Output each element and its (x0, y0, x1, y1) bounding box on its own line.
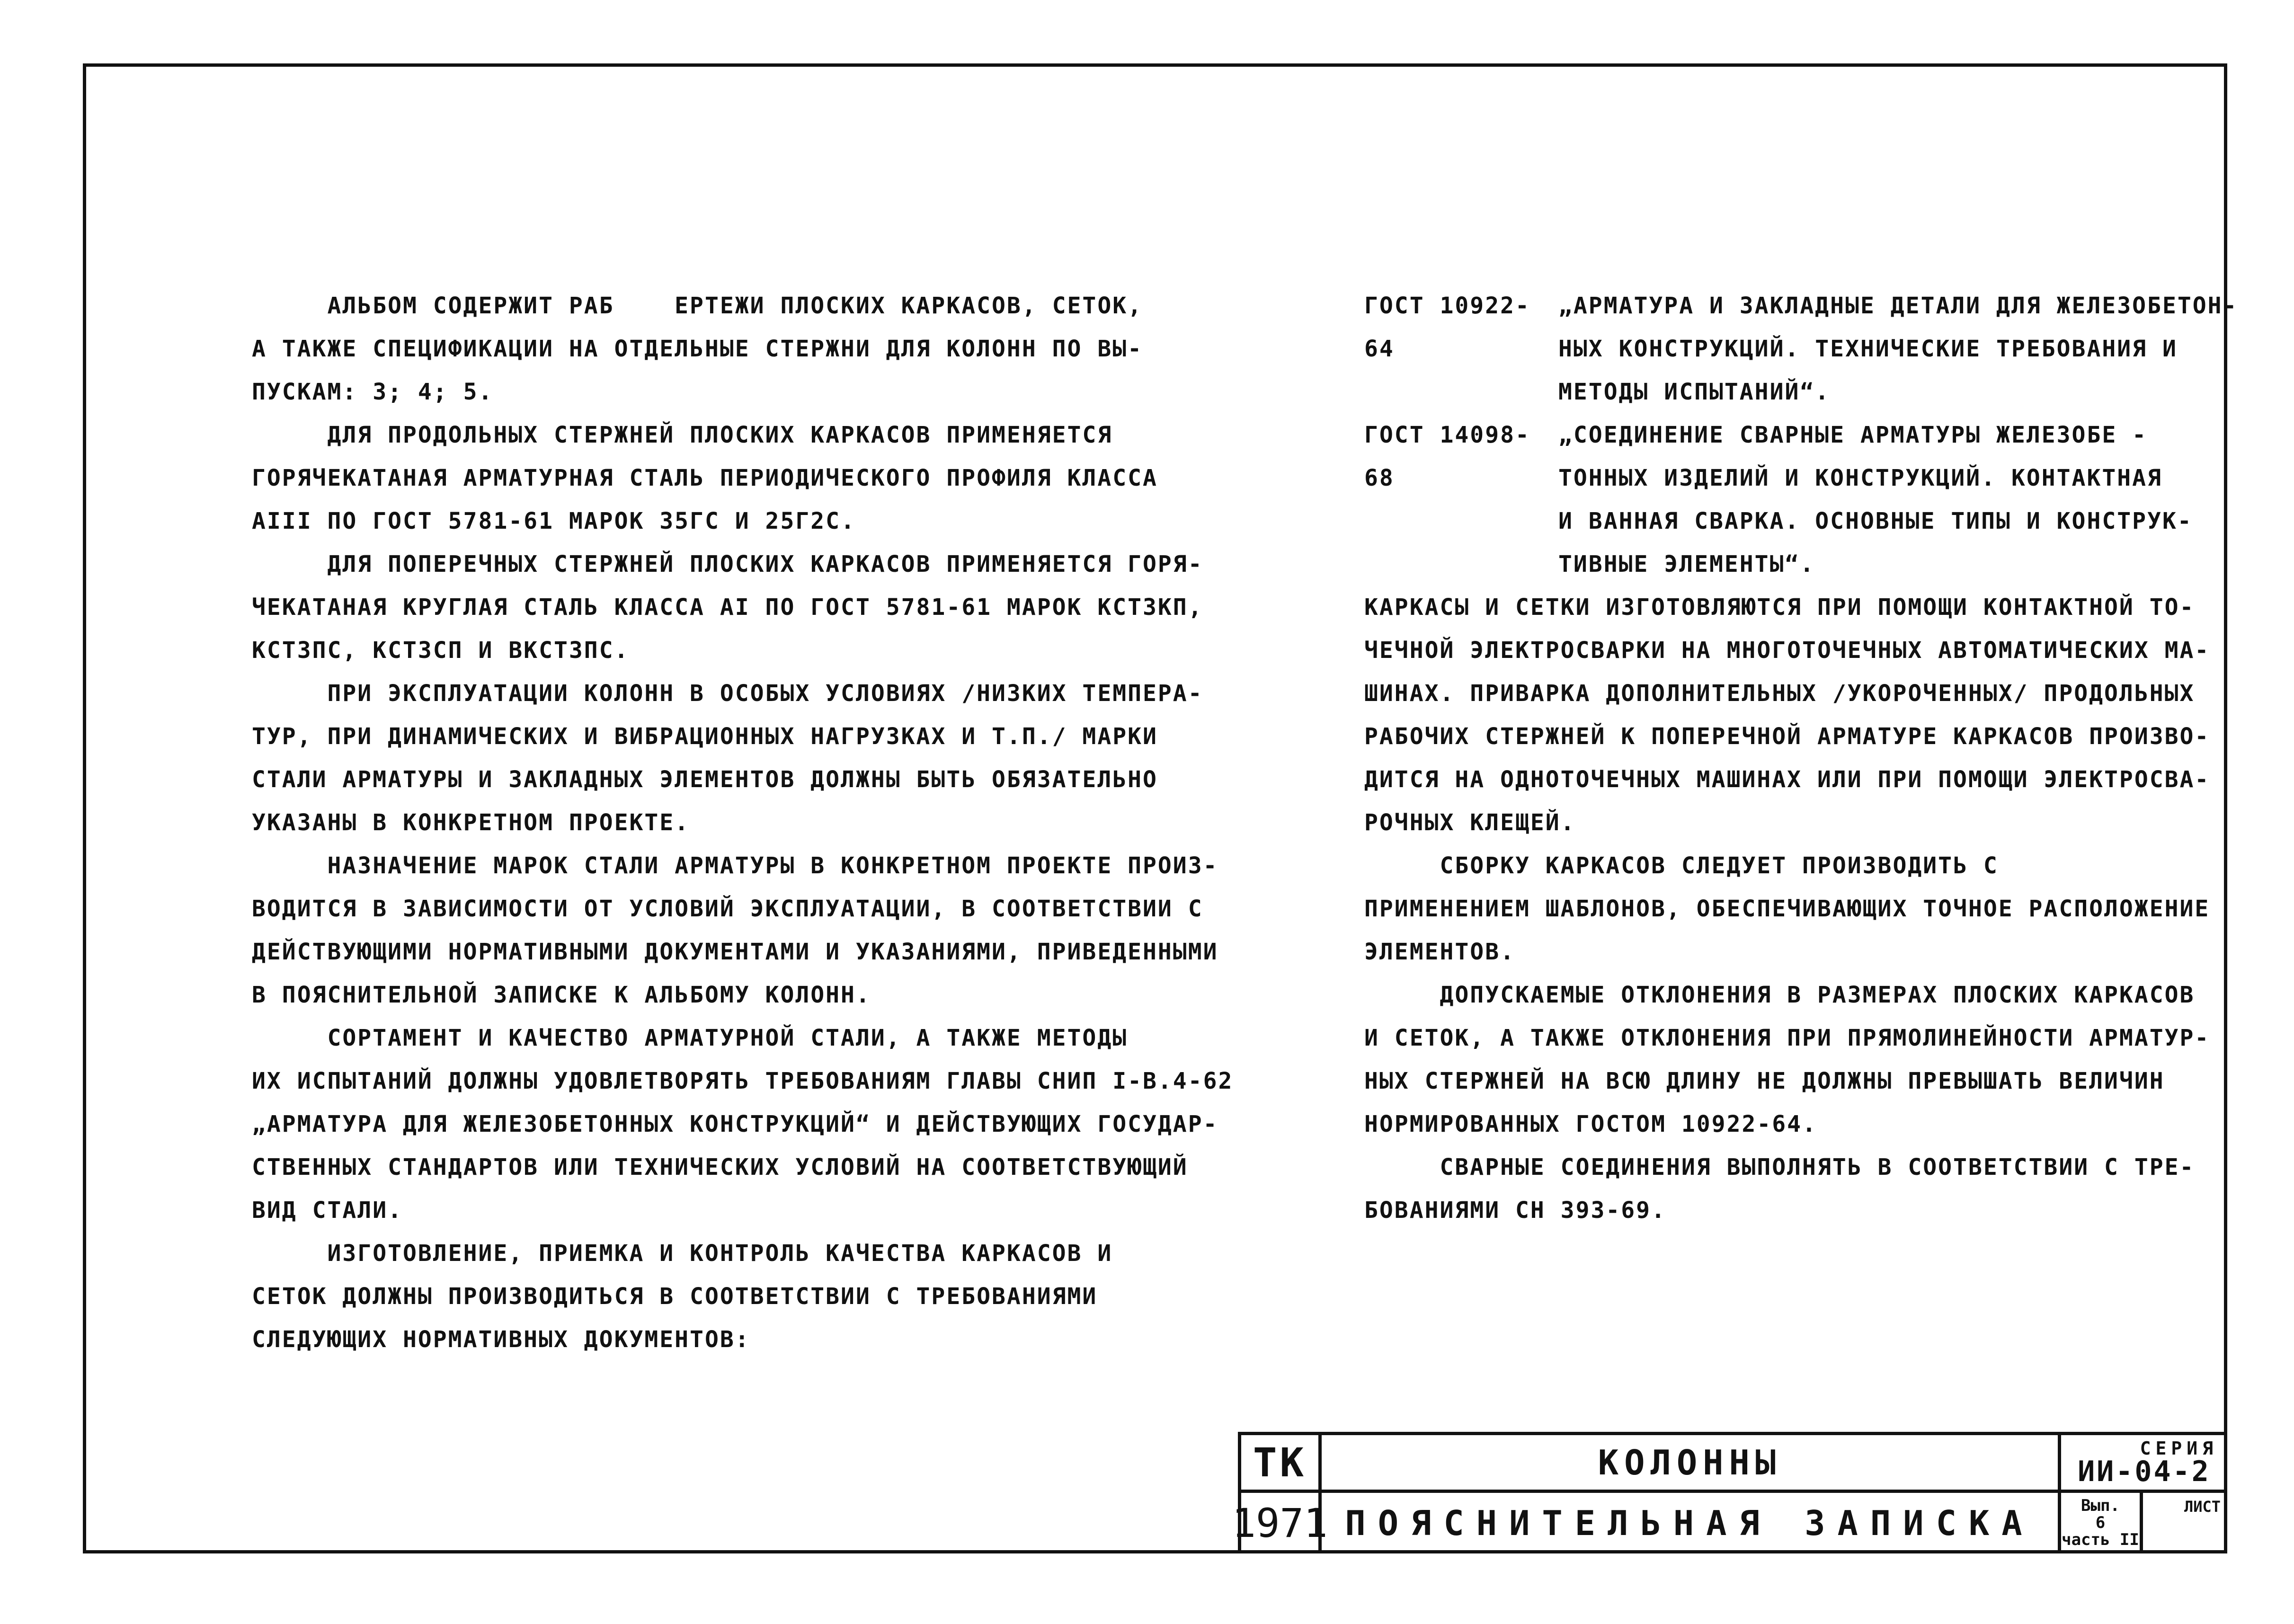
drawing-title: КОЛОННЫ (1322, 1435, 2058, 1493)
gost-reference (1364, 284, 2238, 414)
paragraph-tolerances: ДОПУСКАЕМЫЕ ОТКЛОНЕНИЯ В РАЗМЕРАХ ПЛОСКИХ КАРКАСОВ И СЕТОК, А ТАКЖЕ ОТКЛОНЕНИЯ ПРИ ПРЯМОЛИНЕЙНОСТИ АРМАТУР- НЫХ СТЕРЖНЕЙ НА ВСЮ ДЛИНУ НЕ ДОЛЖНЫ ПРЕВЫШАТЬ ВЕЛИЧИН НОРМИРОВАННЫХ ГОСТОМ 10922-64. (1364, 982, 2210, 1137)
paragraph-longitudinal-bars: ДЛЯ ПРОДОЛЬНЫХ СТЕРЖНЕЙ ПЛОСКИХ КАРКАСОВ ПРИМЕНЯЕТСЯ ГОРЯЧЕКАТАНАЯ АРМАТУРНАЯ СТАЛЬ ПЕРИОДИЧЕСКОГО ПРОФИЛЯ КЛАССА АIII ПО ГОСТ 5781-61 МАРОК 35ГС И 25Г2С. (252, 422, 1158, 534)
part-label: часть II (2062, 1530, 2139, 1549)
paragraph-weld-joints: СВАРНЫЕ СОЕДИНЕНИЯ ВЫПОЛНЯТЬ В СООТВЕТСТВИИ С ТРЕ- БОВАНИЯМИ СН 393-69. (1364, 1154, 2195, 1224)
paragraph-manufacturing: ИЗГОТОВЛЕНИЕ, ПРИЕМКА И КОНТРОЛЬ КАЧЕСТВА КАРКАСОВ И СЕТОК ДОЛЖНЫ ПРОИЗВОДИТЬСЯ В СООТВЕТСТВИИ С ТРЕБОВАНИЯМИ СЛЕДУЮЩИХ НОРМАТИВНЫХ ДОКУМЕНТОВ: (252, 1240, 1113, 1353)
paragraph-assortment: СОРТАМЕНТ И КАЧЕСТВО АРМАТУРНОЙ СТАЛИ, А ТАКЖЕ МЕТОДЫ ИХ ИСПЫТАНИЙ ДОЛЖНЫ УДОВЛЕТВОРЯТЬ ТРЕБОВАНИЯМ ГЛАВЫ СНИП I-В.4-62 „АРМАТУРА ДЛЯ ЖЕЛЕЗОБЕТОННЫХ КОНСТРУКЦИЙ“ И ДЕЙСТВУЮЩИХ ГОСУДАР- СТВЕННЫХ СТАНДАРТОВ ИЛИ ТЕХНИЧЕСКИХ УСЛОВИЙ НА СООТВЕТСТВУЮЩИЙ ВИД СТАЛИ. (252, 1025, 1234, 1224)
issue-value: 6 (2095, 1513, 2106, 1533)
paragraph-assembly: СБОРКУ КАРКАСОВ СЛЕДУЕТ ПРОИЗВОДИТЬ С ПРИМЕНЕНИЕМ ШАБЛОНОВ, ОБЕСПЕЧИВАЮЩИХ ТОЧНОЕ РАСПОЛОЖЕНИЕ ЭЛЕМЕНТОВ. (1364, 852, 2210, 965)
right-text-column (1364, 284, 2238, 1232)
paragraph-album-contents: АЛЬБОМ СОДЕРЖИТ РАБ ЕРТЕЖИ ПЛОСКИХ КАРКАСОВ, СЕТОК, А ТАКЖЕ СПЕЦИФИКАЦИИ НА ОТДЕЛЬНЫЕ СТЕРЖНИ ДЛЯ КОЛОНН ПО ВЫ- ПУСКАМ: 3; 4; 5. (252, 293, 1143, 405)
title-block (1232, 1432, 2227, 1553)
left-text-column (252, 284, 1234, 1361)
paragraph-steel-grades: НАЗНАЧЕНИЕ МАРОК СТАЛИ АРМАТУРЫ В КОНКРЕТНОМ ПРОЕКТЕ ПРОИЗ- ВОДИТСЯ В ЗАВИСИМОСТИ ОТ УСЛОВИЙ ЭКСПЛУАТАЦИИ, В СООТВЕТСТВИИ С ДЕЙСТВУЮЩИМИ НОРМАТИВНЫМИ ДОКУМЕНТАМИ И УКАЗАНИЯМИ, ПРИВЕДЕННЫМИ В ПОЯСНИТЕЛЬНОЙ ЗАПИСКЕ К АЛЬБОМУ КОЛОНН. (252, 852, 1218, 1008)
issue-cell (2058, 1493, 2143, 1553)
year: 1971 (1241, 1493, 1322, 1553)
drawing-frame (83, 63, 2238, 1553)
gost-title: „СОЕДИНЕНИЕ СВАРНЫЕ АРМАТУРЫ ЖЕЛЕЗОБЕ - ТОННЫХ ИЗДЕЛИЙ И КОНСТРУКЦИЙ. КОНТАКТНАЯ И ВАННАЯ СВАРКА. ОСНОВНЫЕ ТИПЫ И КОНСТРУК- ТИВНЫЕ ЭЛЕМЕНТЫ“. (1558, 422, 2193, 577)
paragraph-special-conditions: ПРИ ЭКСПЛУАТАЦИИ КОЛОНН В ОСОБЫХ УСЛОВИЯХ /НИЗКИХ ТЕМПЕРА- ТУР, ПРИ ДИНАМИЧЕСКИХ И ВИБРАЦИОННЫХ НАГРУЗКАХ И Т.П./ МАРКИ СТАЛИ АРМАТУРЫ И ЗАКЛАДНЫХ ЭЛЕМЕНТОВ ДОЛЖНЫ БЫТЬ ОБЯЗАТЕЛЬНО УКАЗАНЫ В КОНКРЕТНОМ ПРОЕКТЕ. (252, 680, 1203, 836)
series-value: ИИ-04-2 (2078, 1455, 2211, 1488)
issue-label: Вып. (2081, 1496, 2120, 1516)
gost-reference (1364, 414, 2216, 586)
drawing-subtitle: ПОЯСНИТЕЛЬНАЯ ЗАПИСКА (1345, 1503, 2035, 1543)
series-cell (2058, 1435, 2227, 1493)
series-label: СЕРИЯ (2140, 1438, 2218, 1459)
sheet-label: ЛИСТ (2184, 1498, 2221, 1516)
paragraph-transverse-bars: ДЛЯ ПОПЕРЕЧНЫХ СТЕРЖНЕЙ ПЛОСКИХ КАРКАСОВ ПРИМЕНЯЕТСЯ ГОРЯ- ЧЕКАТАНАЯ КРУГЛАЯ СТАЛЬ КЛАССА АI ПО ГОСТ 5781-61 МАРОК КСТ3КП, КСТ3ПС, КСТ3СП И ВКСТ3ПС. (252, 551, 1203, 664)
gost-code: ГОСТ 14098-68 (1364, 422, 1530, 491)
gost-code: ГОСТ 10922-64 (1364, 293, 1530, 362)
gost-title: „АРМАТУРА И ЗАКЛАДНЫЕ ДЕТАЛИ ДЛЯ ЖЕЛЕЗОБЕТОН- НЫХ КОНСТРУКЦИЙ. ТЕХНИЧЕСКИЕ ТРЕБОВАНИЯ И МЕТОДЫ ИСПЫТАНИЙ“. (1558, 293, 2238, 405)
org-code: ТК (1241, 1435, 1322, 1493)
paragraph-welding-method: КАРКАСЫ И СЕТКИ ИЗГОТОВЛЯЮТСЯ ПРИ ПОМОЩИ КОНТАКТНОЙ ТО- ЧЕЧНОЙ ЭЛЕКТРОСВАРКИ НА МНОГОТОЧЕЧНЫХ АВТОМАТИЧЕСКИХ МА- ШИНАХ. ПРИВАРКА ДОПОЛНИТЕЛЬНЫХ /УКОРОЧЕННЫХ/ ПРОДОЛЬНЫХ РАБОЧИХ СТЕРЖНЕЙ К ПОПЕРЕЧНОЙ АРМАТУРЕ КАРКАСОВ ПРОИЗВО- ДИТСЯ НА ОДНОТОЧЕЧНЫХ МАШИНАХ ИЛИ ПРИ ПОМОЩИ ЭЛЕКТРОСВА- РОЧНЫХ КЛЕЩЕЙ. (1364, 594, 2210, 836)
